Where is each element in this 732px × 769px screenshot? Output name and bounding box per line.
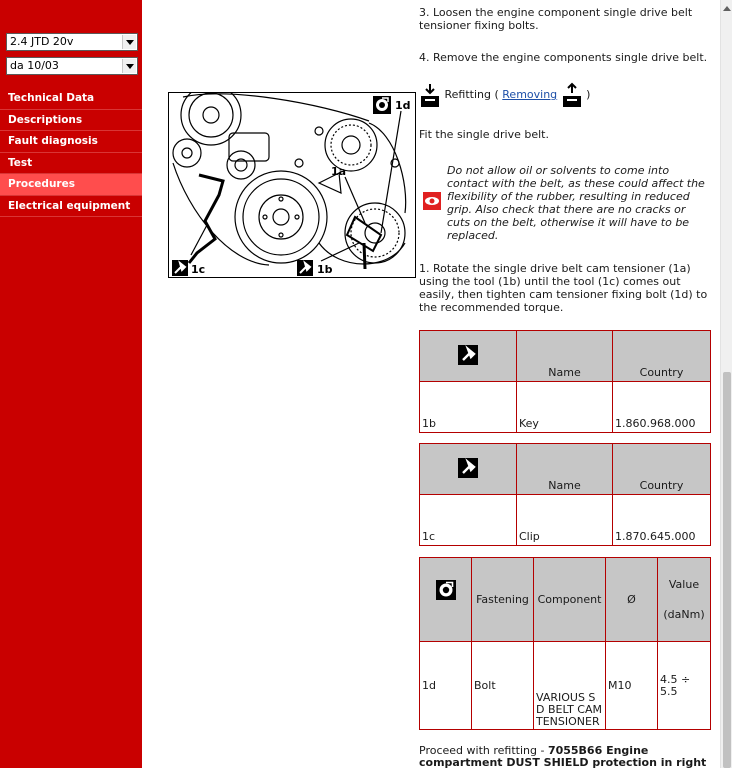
step-4-text: 4. Remove the engine components single drive belt. — [419, 51, 708, 64]
sidebar-item-fault-diagnosis[interactable]: Fault diagnosis — [0, 131, 142, 153]
removing-link[interactable]: Removing — [502, 88, 558, 101]
torque-table — [419, 557, 711, 730]
callout-1b: 1b — [317, 263, 333, 276]
sidebar-item-electrical-equipment[interactable]: Electrical equipment — [0, 196, 142, 218]
wrench-icon — [297, 260, 313, 276]
sidebar-item-descriptions[interactable]: Descriptions — [0, 110, 142, 132]
torque-value: 4.5 ÷ 5.5 — [658, 642, 711, 730]
torque-header-diameter: Ø — [606, 558, 658, 642]
tool-header-country: Country — [613, 331, 711, 382]
tool-header-icon-cell — [420, 444, 517, 495]
torque-header-unit: (daNm) — [663, 607, 705, 621]
torque-wrench-icon — [436, 580, 456, 600]
torque-diameter: M10 — [606, 642, 658, 730]
callout-1c: 1c — [191, 263, 206, 276]
torque-header-value-cell — [658, 558, 711, 642]
callout-1d: 1d — [395, 99, 411, 112]
sidebar-item-procedures[interactable]: Procedures — [0, 174, 142, 196]
refitting-line — [419, 80, 711, 110]
scroll-up-icon[interactable] — [721, 0, 732, 17]
warning-text: Do not allow oil or solvents to come into contact with the belt, as these could affect the flexibility of the rubber, resulting in reduced grip. Also check that there are no cracks or cuts on the belt, otherwise it will have to be replaced. — [447, 164, 705, 242]
sidebar-nav — [0, 88, 142, 217]
scroll-thumb[interactable] — [723, 372, 731, 768]
proceed-text — [419, 745, 711, 769]
tool-ref: 1c — [420, 495, 517, 546]
wrench-icon — [458, 458, 478, 478]
step-3-text: 3. Loosen the engine component single drive belt tensioner fixing bolts. — [419, 6, 693, 32]
refitting-icon — [419, 82, 441, 108]
refitting-label: Refitting ( — [444, 88, 499, 101]
torque-header-fastening: Fastening — [472, 558, 534, 642]
torque-fastening: Bolt — [472, 642, 534, 730]
tool-country: 1.870.645.000 — [613, 495, 711, 546]
torque-header-icon-cell — [420, 558, 472, 642]
vertical-scrollbar[interactable] — [720, 0, 732, 768]
tool-table-1b — [419, 330, 711, 433]
sidebar — [0, 0, 142, 768]
tool-header-country: Country — [613, 444, 711, 495]
torque-header-component: Component — [534, 558, 606, 642]
tool-country: 1.860.968.000 — [613, 382, 711, 433]
torque-ref: 1d — [420, 642, 472, 730]
sidebar-item-technical-data[interactable]: Technical Data — [0, 88, 142, 110]
engine-select[interactable] — [6, 33, 138, 51]
refitting-close: ) — [586, 88, 591, 101]
torque-component: VARIOUS S D BELT CAM TENSIONER — [534, 642, 606, 730]
step-1-text: 1. Rotate the single drive belt cam tensioner (1a) using the tool (1b) until the tool (1c) comes out easily, then tighten cam tensioner fixing bolt (1d) to the recommended torque. — [419, 262, 708, 314]
torque-header-value: Value — [668, 577, 700, 591]
fit-belt-text: Fit the single drive belt. — [419, 128, 549, 141]
removing-icon[interactable] — [561, 82, 583, 108]
callout-1a: 1a — [331, 165, 347, 178]
wrench-icon — [172, 260, 188, 276]
sidebar-item-test[interactable]: Test — [0, 153, 142, 175]
tool-ref: 1b — [420, 382, 517, 433]
date-select[interactable] — [6, 57, 138, 75]
warning-eye-icon — [423, 192, 441, 210]
dropdown-arrow-icon[interactable] — [122, 59, 136, 73]
tool-name: Clip — [517, 495, 613, 546]
tool-header-icon-cell — [420, 331, 517, 382]
tool-header-name: Name — [517, 444, 613, 495]
date-select-value: da 10/03 — [10, 59, 59, 72]
engine-select-value: 2.4 JTD 20v — [10, 35, 74, 48]
proceed-prefix: Proceed with refitting - — [419, 744, 548, 757]
tool-table-1c — [419, 443, 711, 546]
proceed-link-text: 7055B66 Engine compartment DUST SHIELD protection in right — [419, 744, 707, 769]
tool-header-name: Name — [517, 331, 613, 382]
torque-wrench-icon — [373, 96, 391, 114]
engine-belt-diagram — [168, 92, 416, 278]
wrench-icon — [458, 345, 478, 365]
dropdown-arrow-icon[interactable] — [122, 35, 136, 49]
tool-name: Key — [517, 382, 613, 433]
